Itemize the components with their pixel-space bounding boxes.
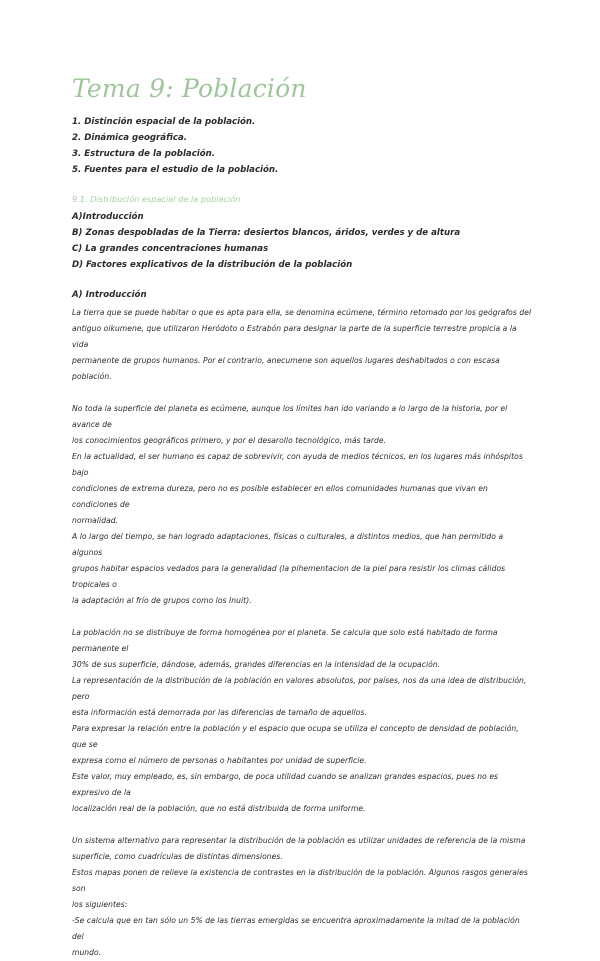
outline-item: D) Factores explicativos de la distribución de la población	[72, 260, 353, 270]
section-outline	[72, 209, 460, 273]
paragraph-gap	[72, 817, 532, 833]
body-text	[72, 305, 532, 961]
text-line: permanente de grupos humanos. Por el contrario, anecumene son aquellos lugares deshabitados o con escasa población.	[72, 356, 500, 381]
toc-item: 1. Distinción espacial de la población.	[72, 117, 256, 127]
text-line: Estos mapas ponen de relieve la existencia de contrastes en la distribución de la población. Algunos rasgos generales son	[72, 868, 528, 893]
text-line: condiciones de extrema dureza, pero no es posible establecer en ellos comunidades humanas que vivan en condiciones de	[72, 484, 488, 509]
text-line: La tierra que se puede habitar o que es apta para ella, se denomina ecúmene, término retomado por los geógrafos del	[72, 308, 532, 317]
text-line: Un sistema alternativo para representar la distribución de la población es utilizar unidades de referencia de la misma	[72, 836, 526, 845]
text-line: No toda la superficie del planeta es ecúmene, aunque los límites han ido variando a lo largo de la historia, por el avance de	[72, 404, 508, 429]
text-line: esta información está demorrada por las diferencias de tamaño de aquellos.	[72, 708, 367, 717]
toc-item: 2. Dinámica geográfica.	[72, 133, 188, 143]
paragraph-gap	[72, 609, 532, 625]
text-line: superficie, como cuadrículas de distintas dimensiones.	[72, 852, 283, 861]
text-line: los siguientes:	[72, 900, 128, 909]
outline-item: A)Introducción	[72, 212, 144, 222]
section-heading: A) Introducción	[72, 290, 147, 300]
text-line: La población no se distribuye de forma homogénea por el planeta. Se calcula que solo está habitado de forma permanente el	[72, 628, 498, 653]
text-line: localización real de la población, que no está distribuida de forma uniforme.	[72, 804, 366, 813]
subsection-title: 9.1. Distribución espacial de la población	[72, 194, 241, 204]
toc-item: 3. Estructura de la población.	[72, 149, 216, 159]
table-of-contents	[72, 114, 278, 178]
toc-item: 5. Fuentes para el estudio de la población.	[72, 165, 279, 175]
outline-item: B) Zonas despobladas de la Tierra: desiertos blancos, áridos, verdes y de altura	[72, 228, 461, 238]
paragraph-gap	[72, 385, 532, 401]
text-line: mundo.	[72, 948, 102, 957]
text-line: grupos habitar espacios vedados para la generalidad (la pihementacion de la piel para resistir los climas cálidos tropicales o	[72, 564, 506, 589]
page-title: Tema 9: Población	[72, 74, 307, 103]
text-line: A lo largo del tiempo, se han logrado adaptaciones, físicas o culturales, a distintos medios, que han permitido a algunos	[72, 532, 504, 557]
text-line: -Se calcula que en tan sólo un 5% de las tierras emergidas se encuentra aproximadamente la mitad de la población del	[72, 916, 520, 941]
text-line: En la actualidad, el ser humano es capaz de sobrevivir, con ayuda de medios técnicos, en los lugares más inhóspitos bajo	[72, 452, 523, 477]
text-line: la adaptación al frío de grupos como los Inuit).	[72, 596, 252, 605]
text-line: Para expresar la relación entre la población y el espacio que ocupa se utiliza el concepto de densidad de población, que se	[72, 724, 519, 749]
text-line: los conocimientos geográficos primero, y por el desarollo tecnológico, más tarde.	[72, 436, 387, 445]
text-line: 30% de sus superficie, dándose, además, grandes diferencias en la intensidad de la ocupación.	[72, 660, 441, 669]
outline-item: C) La grandes concentraciones humanas	[72, 244, 269, 254]
text-line: normalidad.	[72, 516, 119, 525]
text-line: expresa como el número de personas o habitantes por unidad de superficie.	[72, 756, 367, 765]
text-line: Este valor, muy empleado, es, sin embargo, de poca utilidad cuando se analizan grandes espacios, pues no es expresivo de la	[72, 772, 499, 797]
text-line: La representación de la distribución de la población en valores absolutos, por países, nos da una idea de distribución, pero	[72, 676, 527, 701]
text-line: antiguo oikumene, que utilizaron Heródoto o Estrabón para designar la parte de la superficie terrestre propicia a la vida	[72, 324, 517, 349]
